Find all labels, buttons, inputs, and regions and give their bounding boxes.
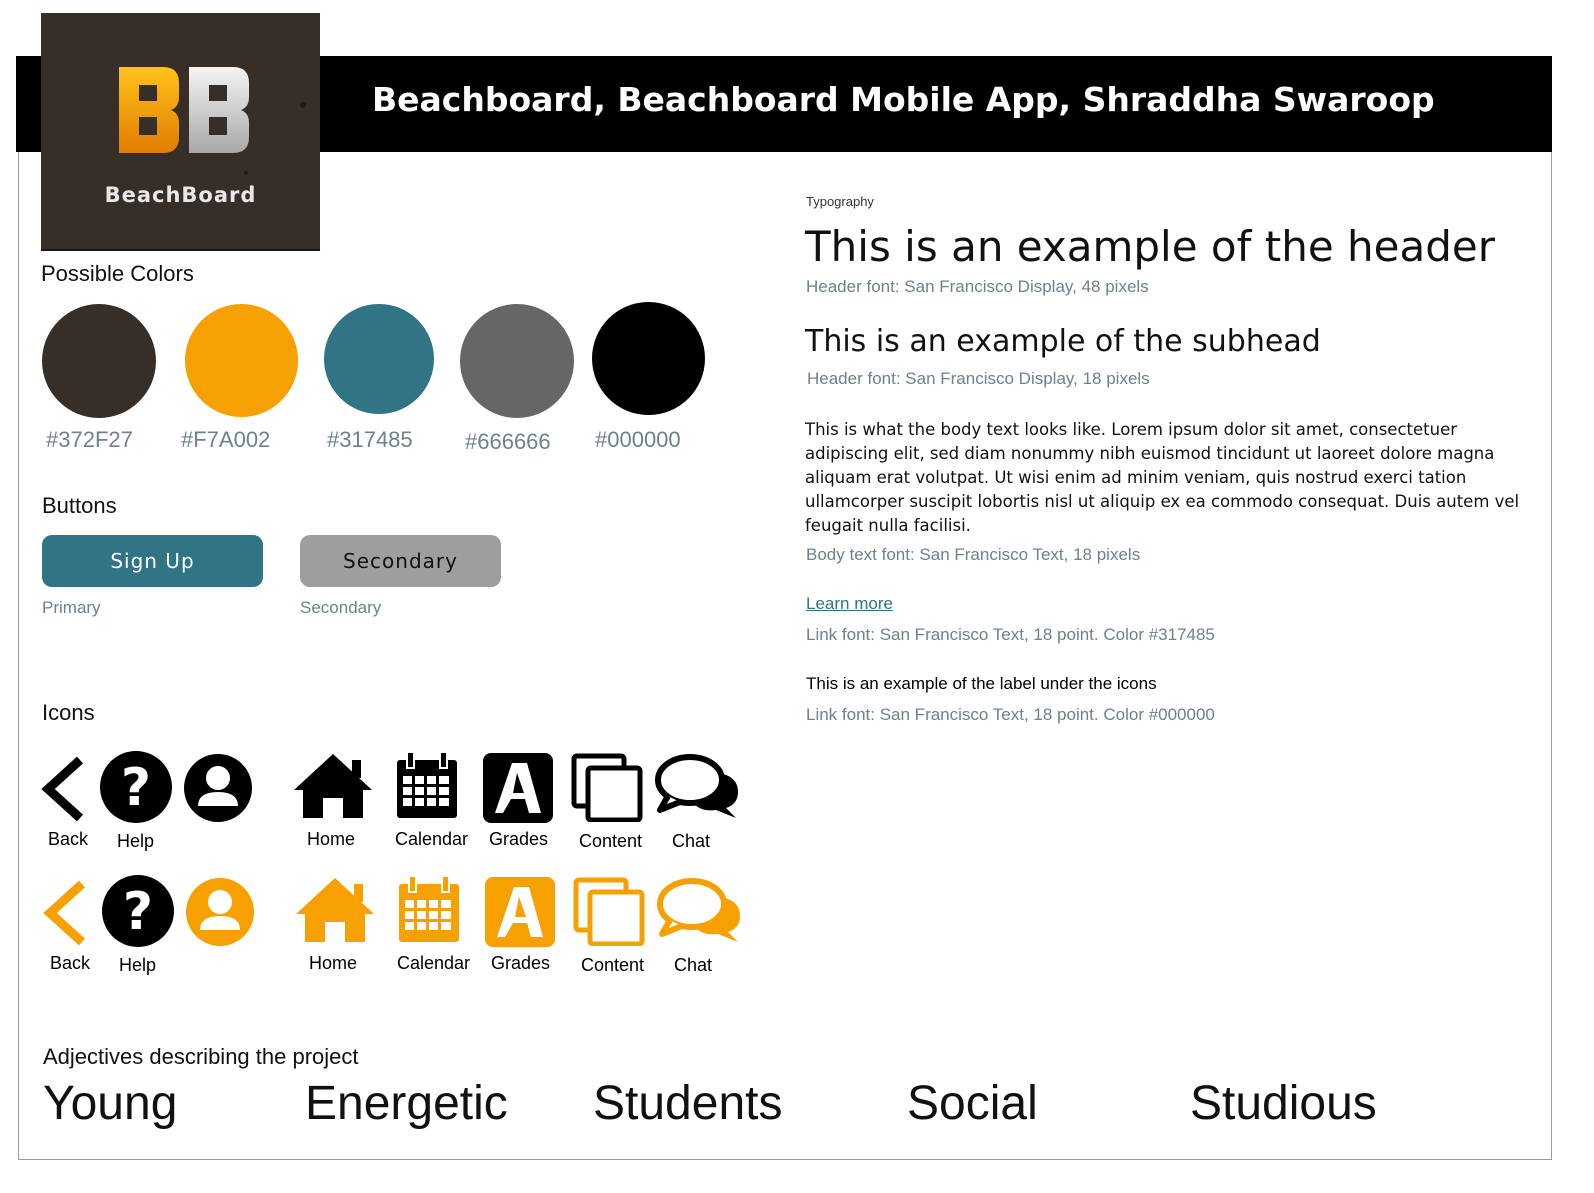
help-icon[interactable]: [99, 750, 173, 824]
content-icon-label: Content: [579, 831, 643, 851]
grades-icon[interactable]: [485, 877, 555, 947]
home-icon[interactable]: [292, 752, 374, 818]
home-icon-label: Home: [309, 953, 358, 973]
user-icon[interactable]: [184, 754, 252, 822]
adjective-word: Energetic: [305, 1077, 508, 1130]
typography-heading: Typography: [806, 194, 874, 209]
secondary-button-caption: Secondary: [300, 598, 382, 617]
swatch-gray: [460, 304, 574, 418]
swatch-label: #317485: [327, 427, 413, 452]
grades-icon-label: Grades: [491, 953, 551, 973]
calendar-icon[interactable]: [397, 876, 461, 944]
buttons-heading: Buttons: [42, 493, 117, 518]
content-icon[interactable]: [570, 752, 644, 822]
adjective-word: Studious: [1190, 1077, 1377, 1130]
help-icon-label: Help: [117, 831, 155, 851]
help-icon-label: Help: [119, 955, 157, 975]
adjective-word: Social: [907, 1077, 1038, 1130]
grades-icon-label: Grades: [489, 829, 549, 849]
header-font-note: Header font: San Francisco Display, 48 pixels: [806, 277, 1149, 296]
swatch-orange: [185, 304, 298, 417]
calendar-icon-label: Calendar: [395, 829, 469, 849]
calendar-icon-label: Calendar: [397, 953, 471, 973]
user-icon[interactable]: [186, 878, 254, 946]
icon-label-example: This is an example of the label under the icons: [806, 674, 1157, 693]
chat-icon[interactable]: [656, 876, 744, 944]
page-title: Beachboard, Beachboard Mobile App, Shraddha Swaroop: [372, 80, 1435, 119]
adjectives-heading: Adjectives describing the project: [43, 1044, 359, 1069]
calendar-icon[interactable]: [395, 752, 459, 820]
chat-icon[interactable]: [654, 752, 742, 820]
colors-heading: Possible Colors: [41, 261, 194, 286]
swatch-black: [592, 302, 705, 415]
swatch-label: #666666: [465, 429, 551, 454]
learn-more-link[interactable]: Learn more: [806, 594, 893, 613]
swatch-dark-brown: [42, 304, 156, 418]
subhead-font-note: Header font: San Francisco Display, 18 pixels: [807, 369, 1150, 388]
logo-letters-icon: [41, 13, 320, 249]
secondary-button[interactable]: Secondary: [300, 535, 501, 587]
beachboard-logo: [41, 13, 320, 251]
header-example: This is an example of the header: [805, 222, 1495, 271]
sign-up-button[interactable]: Sign Up: [42, 535, 263, 587]
logo-text: BeachBoard: [104, 183, 257, 207]
adjective-word: Young: [43, 1077, 178, 1130]
svg-text:?: ?: [122, 882, 154, 942]
swatch-label: #000000: [595, 427, 681, 452]
chat-icon-label: Chat: [672, 831, 711, 851]
swatch-label: #F7A002: [181, 427, 271, 452]
back-icon-label: Back: [50, 953, 91, 973]
subhead-example: This is an example of the subhead: [805, 324, 1321, 359]
home-icon[interactable]: [294, 876, 376, 942]
help-icon[interactable]: [101, 874, 175, 948]
content-icon[interactable]: [572, 876, 646, 946]
back-icon[interactable]: [42, 880, 88, 946]
body-font-note: Body text font: San Francisco Text, 18 pixels: [806, 545, 1141, 564]
icons-heading: Icons: [42, 700, 95, 725]
label-font-note: Link font: San Francisco Text, 18 point. Color #000000: [806, 705, 1215, 724]
home-icon-label: Home: [307, 829, 356, 849]
grades-icon[interactable]: [483, 753, 553, 823]
adjective-word: Students: [593, 1077, 783, 1130]
content-icon-label: Content: [581, 955, 645, 975]
swatch-teal: [324, 304, 434, 414]
svg-text:?: ?: [120, 758, 152, 818]
body-text-example: This is what the body text looks like. Lorem ipsum dolor sit amet, consectetuer adipiscing elit, sed diam nonummy nibh euismod tincidunt ut laoreet dolore magna aliquam erat volutpat. Ut wisi enim ad minim veniam, quis nostrud exerci tation ullamcorper suscipit lobortis nisl ut aliquip ex ea commodo consequat. Duis autem vel feugait nulla facilisi.: [805, 420, 1520, 535]
chat-icon-label: Chat: [674, 955, 713, 975]
back-icon[interactable]: [40, 756, 86, 822]
back-icon-label: Back: [48, 829, 89, 849]
link-font-note: Link font: San Francisco Text, 18 point. Color #317485: [806, 625, 1215, 644]
swatch-label: #372F27: [46, 427, 133, 452]
primary-button-caption: Primary: [42, 598, 101, 617]
